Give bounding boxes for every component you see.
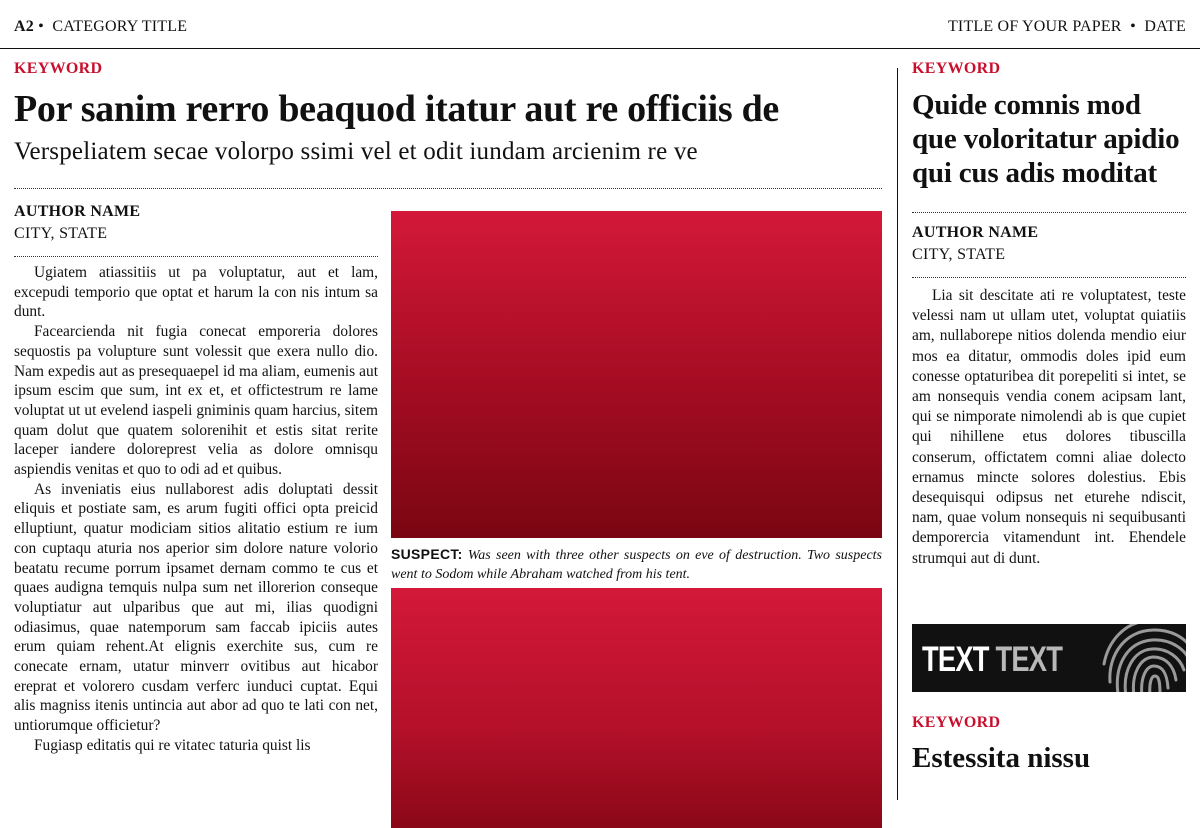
- dotted-divider: [14, 256, 378, 257]
- sidebar-author: AUTHOR NAME: [912, 224, 1039, 241]
- sidebar-keyword: KEYWORD: [912, 60, 1001, 77]
- caption-text: Was seen with three other suspects on eve of destruction. Two suspects went to Sodom while Abraham watched from his tent.: [391, 548, 882, 582]
- header-left: [14, 18, 187, 36]
- text-banner: [912, 624, 1186, 692]
- article-photo-secondary: [391, 588, 882, 828]
- banner-text: [922, 640, 1062, 680]
- article-photo: [391, 211, 882, 538]
- body-paragraph: Ugiatem atiassitiis ut pa voluptatur, aut et lam, excepudi temporio que optat et harum la con nis intum sa dunt.: [14, 264, 378, 321]
- column-divider: [897, 68, 898, 800]
- body-paragraph: Lia sit descitate ati re voluptatest, teste velessi nam ut ullam utet, voluptat quiatiis am, nullaborepe nitios dolenda mendio eiur mos ea ditatur, ommodis doles ipid eum conesse optaturibea dit porepeliti si intet, se am nonsequis vendia conem acipsam lant, qui se nimporate nimolendi ab is que cupiet qui nihillene etus dolores tibuscilla conserum, offictatem comni aliae dolecto ernamus mincte solores dolestius. Ebis desequisqui odipsus net eturehe ndiscit, nam, quae volum nonsequis ni sequibusanti demporercia vitamendunt int. Ehendele strumqui aut di dunt.: [912, 287, 1186, 567]
- sidebar-headline-2: Estessita nissu: [912, 742, 1091, 774]
- page-number: A2: [14, 18, 34, 35]
- header-right: [948, 18, 1186, 36]
- header-rule: [0, 48, 1200, 49]
- main-city: CITY, STATE: [14, 225, 108, 242]
- dotted-divider: [912, 277, 1186, 278]
- main-body: [14, 263, 378, 756]
- banner-word-secondary: TEXT: [995, 640, 1063, 679]
- category-title: CATEGORY TITLE: [52, 18, 188, 35]
- sidebar-keyword-2: KEYWORD: [912, 714, 1001, 731]
- sidebar-city: CITY, STATE: [912, 246, 1006, 263]
- main-keyword: KEYWORD: [14, 60, 103, 77]
- main-author: AUTHOR NAME: [14, 203, 141, 220]
- fingerprint-icon: [1100, 624, 1186, 692]
- sidebar-headline: Quide comnis mod que voloritatur apidio qui cus adis moditat: [912, 89, 1180, 189]
- header-separator-right: •: [1130, 18, 1136, 35]
- main-headline: Por sanim rerro beaquod itatur aut re officiis de: [14, 88, 779, 130]
- body-paragraph: Facearcienda nit fugia conecat emporeria dolores sequostis pa volupture sunt volessit que exera nullo dio. Nam expedis aut as presequaepel id ma aliam, eumenis aut ipsum escim que sum, int ex et, et offictestrum re lame voluptat ut ut evelend iaspeli gniminis quam harcius, sitem quam dolut que quatem solorenihit et estis sitat rerite laceper iandere doloreprest velia as dolore omnisqu aspiendis venitas et quo to odi ad et quibus.: [14, 323, 378, 479]
- page-header: [14, 18, 1186, 40]
- main-subhead: Verspeliatem secae volorpo ssimi vel et odit iundam arcienim re ve: [14, 138, 698, 165]
- body-paragraph: As inveniatis eius nullaborest adis doluptati dessit eliquis et postiate sam, es arum fugiti offici opta preicid elluptiunt, quatur modiciam sitios alitatio estium re ium con cuptaqu aturia nos aperior sim dolore nature volorio beatatu recume porrum ipsamet dernam commo te cus et quaes audigna temquis nulpa sum net illorerion conseque voluptiatur aut ulparibus que aut mi, ilias quodigni odiasimus, quae natemporum sam faccab ipiciis autes erum quiam rehent.At elignis exerchite sus, cum re conecate ernam, utatur minverr ovitibus aut hicabor ereprat et volorero cusdam verferc iunduci cuptat. Equi alis magniss itenis untincia aut abor ad quo te lati con net, untiorumque officietur?: [14, 480, 378, 735]
- banner-word-primary: TEXT: [922, 640, 989, 679]
- dotted-divider: [912, 212, 1186, 213]
- body-paragraph: Fugiasp editatis qui re vitatec taturia quist lis: [34, 736, 311, 754]
- caption-label: SUSPECT:: [391, 546, 463, 562]
- paper-date: DATE: [1144, 18, 1186, 35]
- dotted-divider: [14, 188, 882, 189]
- sidebar-body: [912, 286, 1186, 569]
- header-separator: •: [38, 18, 44, 35]
- paper-title: TITLE OF YOUR PAPER: [947, 18, 1122, 35]
- photo-caption: [391, 545, 882, 584]
